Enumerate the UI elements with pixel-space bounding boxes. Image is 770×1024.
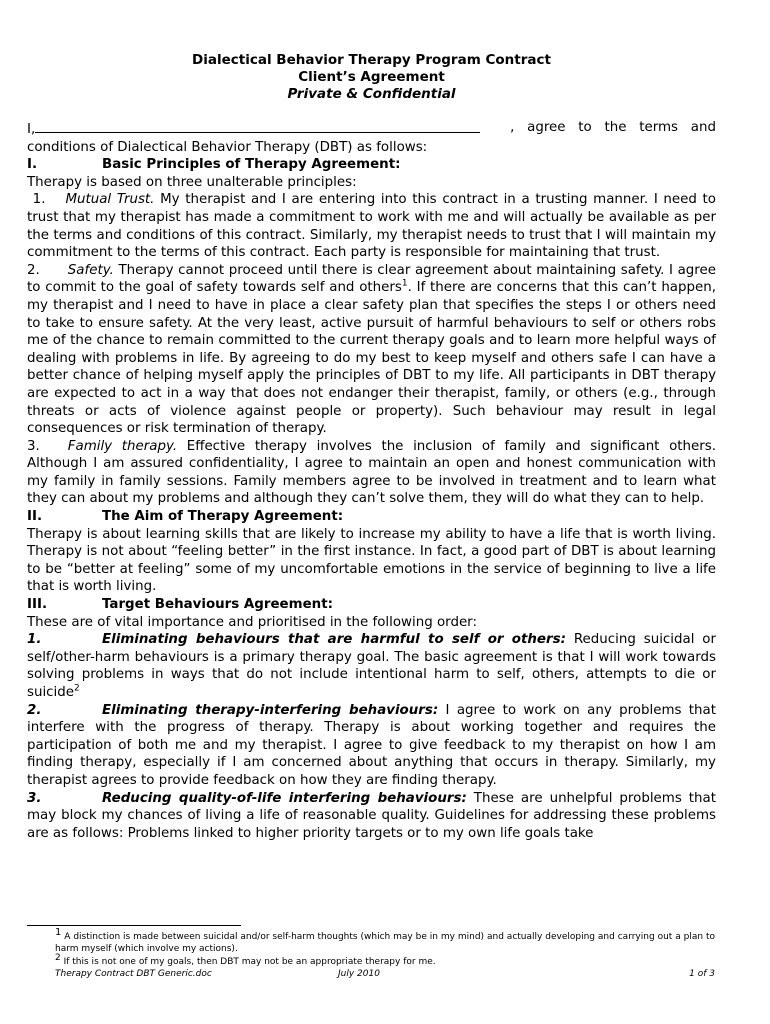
footer-filename: Therapy Contract DBT Generic.doc [55,969,212,979]
document-subtitle: Client’s Agreement [298,69,445,85]
section-3-lead: These are of vital importance and prioritised in the following order: [27,614,477,630]
footer-page-number: 1 of 3 [689,969,715,979]
principle-family-therapy: 3. Family therapy. Effective therapy involves the inclusion of family and significant others. Although I am assured confidentiality, I agree to maintain an open and honest communication with my family in family sessions. Family members agree to be involved in treatment and to learn what they can about my problems and although they can’t solve them, they will do what they can to help. [27,438,717,507]
intro-agree: , agree to the terms and [510,120,716,135]
footnote-2: $^2$ If this is not one of my goals, then DBT may not be an appropriate therapy for me. [55,953,436,967]
document-body [27,119,716,842]
footer-date: July 2010 [338,969,380,979]
footnote-divider [27,925,241,926]
confidential-label: Private & Confidential [287,86,456,102]
name-blank-line [35,119,480,133]
footnote-ref-2: 2 [74,683,80,694]
section-1-lead: Therapy is based on three unalterable principles: [27,174,357,190]
section-1-heading: I. Basic Principles of Therapy Agreement: [27,157,401,173]
section-3-heading: III. Target Behaviours Agreement: [27,597,333,613]
target-quality-of-life: 3. Reducing quality-of-life interfering behaviours: These are unhelpful problems that may block my chances of living a life of reasonable quality. Guidelines for addressing these problems are as follows: Problems linked to higher priority targets or to my own life goals take [27,790,716,841]
section-2-text: Therapy is about learning skills that are likely to increase my ability to have a life that is worth living. Therapy is not about “feeling better” in the first instance. In fact, a good part of DBT is about learning to be “better at feeling” some of my uncomfortable emotions in the service of beginning to live a life that is worth living. [27,526,716,595]
target-harmful-behaviours: 1. Eliminating behaviours that are harmful to self or others: Reducing suicidal or self/other-harm behaviours is a primary therapy goal. The basic agreement is that I will work towards solving problems in ways that do not include intentional harm to self, others, attempts to die or suicide$^2$ [27,632,717,700]
footnote-ref-1: 1 [401,278,408,289]
document-page [27,52,716,842]
intro-prefix: I, [27,122,36,137]
section-2-heading: II. The Aim of Therapy Agreement: [27,509,344,525]
document-title: Dialectical Behavior Therapy Program Contract [192,52,551,68]
intro-line-2: conditions of Dialectical Behavior Therapy (DBT) as follows: [27,139,428,155]
footnote-1: $^1$ A distinction is made between suicidal and/or self-harm thoughts (which may be in my mind) and actually developing and carrying out a plan to harm myself (which involve my actions). [55,927,715,954]
target-therapy-interfering: 2. Eliminating therapy-interfering behaviours: I agree to work on any problems that interfere with the progress of therapy. Therapy is about working together and requires the participation of both me and my therapist. I agree to give feedback to my therapist on how I am finding therapy, especially if I am concerned about anything that occurs in therapy. Similarly, my therapist agrees to provide feedback on how they are finding therapy. [27,702,716,788]
intro-line [27,119,716,139]
principle-safety: 2. Safety. Therapy cannot proceed until there is clear agreement about maintaining safety. I agree to commit to the goal of safety towards self and others$^1$. If there are concerns that this can’t happen, my therapist and I need to have in place a clear safety plan that specifies the steps I or others need to take to ensure safety. At the very least, active pursuit of harmful behaviours to self or others robs me of the chance to remain committed to the current therapy goals and to learn more helpful ways of dealing with problems in life. By agreeing to do my best to keep myself and others safe I can have a better chance of helping myself apply the principles of DBT to my life. All participants in DBT therapy are expected to act in a way that does not endanger their therapist, family, or others (e.g., through threats or acts of violence against people or property). Such behaviour may result in legal consequences or risk termination of therapy. [27,262,716,437]
principle-mutual-trust: 1. Mutual Trust. My therapist and I are entering into this contract in a trusting manner. I need to trust that my therapist has made a commitment to work with me and will actually be available as per the terms and conditions of this contract. Similarly, my therapist needs to trust that I will maintain my commitment to the terms of this contract. Each party is responsible for maintaining that trust. [27,192,717,261]
